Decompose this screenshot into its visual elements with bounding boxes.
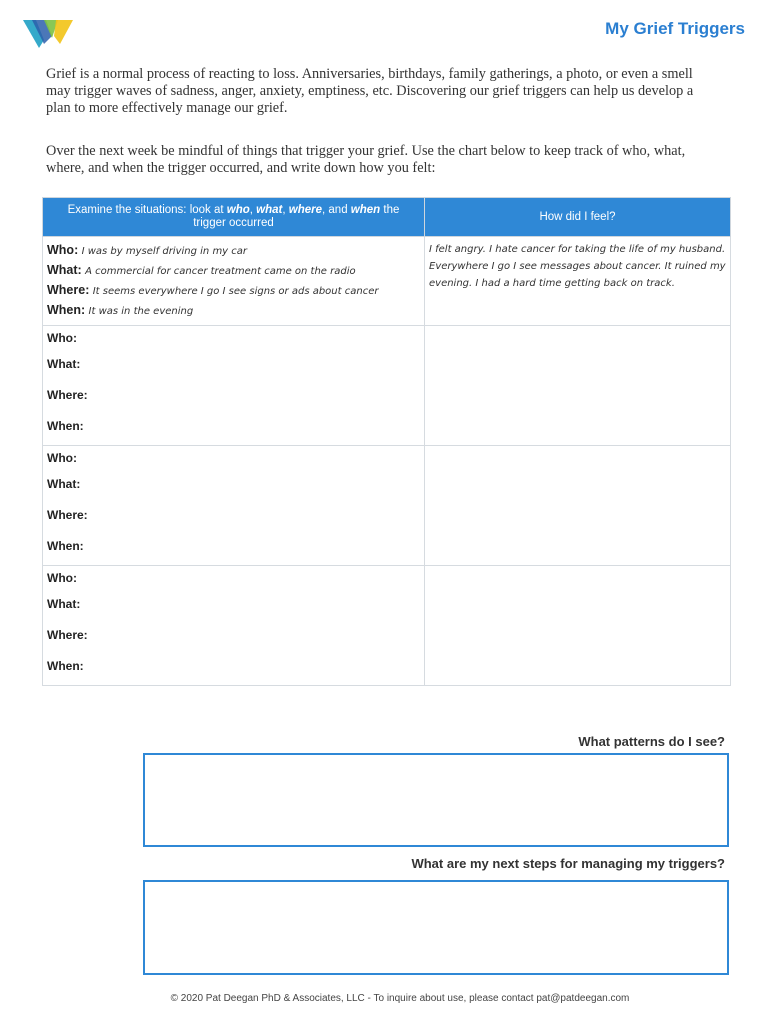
footer-copyright: © 2020 Pat Deegan PhD & Associates, LLC - To inquire about use, please contact pat@patdeegan.com [170,993,630,1004]
intro-paragraph-1: Grief is a normal process of reacting to loss. Anniversaries, birthdays, family gatherings, a photo, or even a smell may trigger waves of sadness, anger, anxiety, emptiness, etc. Discovering our grief triggers can help us develop a plan to more effectively manage our grief. [46,66,694,116]
what-label: What: [47,357,81,371]
table-row [43,566,731,686]
header-where: where [288,204,323,216]
who-label: Who: [47,243,79,257]
header-situation [43,198,425,237]
example-who-line [47,241,420,261]
where-label: Where: [47,628,88,642]
example-where-line [47,281,420,301]
who-label: Who: [47,451,77,465]
feeling-entry-cell[interactable] [425,566,731,686]
example-what-line [47,261,420,281]
header-and: , and [322,204,351,216]
header-who: who [226,204,250,216]
example-what-text: A commercial for cancer treatment came on the radio [85,266,356,277]
when-label: When: [47,539,84,553]
when-label: When: [47,419,84,433]
pat-deegan-w-logo [22,16,74,50]
table-header-row [43,198,731,237]
situation-entry-cell[interactable] [43,566,425,686]
header-sep2: , [282,204,289,216]
who-label: Who: [47,571,77,585]
feeling-entry-cell[interactable] [425,446,731,566]
example-feeling-cell [425,237,731,326]
table-row [43,326,731,446]
example-when-line [47,301,420,321]
header-sep1: , [249,204,257,216]
header-feeling: How did I feel? [425,198,731,237]
where-label: Where: [47,508,88,522]
what-label: What: [47,477,81,491]
example-feeling-text: I felt angry. I hate cancer for taking the life of my husband. Everywhere I go I see messages about cancer. It ruined my evening. I had a hard time getting back on track. [429,244,726,289]
example-where-text: It seems everywhere I go I see signs or ads about cancer [92,286,379,297]
what-label: What: [47,597,81,611]
patterns-question: What patterns do I see? [578,734,725,749]
what-label: What: [47,263,82,277]
next-steps-answer-box[interactable] [143,880,729,975]
example-when-text: It was in the evening [88,306,194,317]
table-row [43,446,731,566]
header-situation-suffix: the trigger occurred [193,204,400,229]
next-steps-question: What are my next steps for managing my triggers? [411,856,725,871]
situation-entry-cell[interactable] [43,326,425,446]
who-label: Who: [47,331,77,345]
situation-entry-cell[interactable] [43,446,425,566]
example-who-text: I was by myself driving in my car [81,246,248,257]
example-situation-cell [43,237,425,326]
header-when: when [350,204,381,216]
example-row [43,237,731,326]
patterns-answer-box[interactable] [143,753,729,847]
trigger-tracking-table [42,197,731,686]
when-label: When: [47,303,86,317]
where-label: Where: [47,283,90,297]
header-what: what [256,204,283,216]
header-situation-prefix: Examine the situations: look at [67,204,227,216]
feeling-entry-cell[interactable] [425,326,731,446]
when-label: When: [47,659,84,673]
intro-paragraph-2: Over the next week be mindful of things that trigger your grief. Use the chart below to keep track of who, what, where, and when the trigger occurred, and write down how you felt: [46,143,686,176]
page-title: My Grief Triggers [605,19,745,38]
where-label: Where: [47,388,88,402]
